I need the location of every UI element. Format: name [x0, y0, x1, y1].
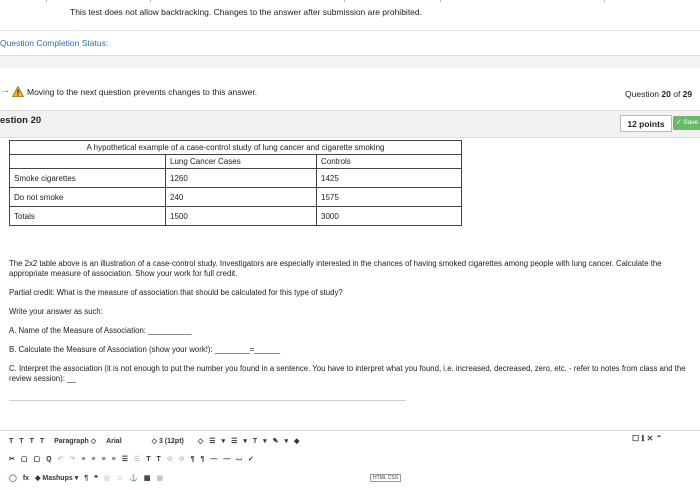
cut-icon[interactable]: ✂	[9, 456, 15, 463]
html-css-toggle[interactable]: HTML CSS	[370, 474, 401, 482]
insert-link-icon[interactable]: ⊘	[166, 456, 173, 463]
math-formula-icon[interactable]: fx	[22, 474, 30, 482]
paragraph-format-select[interactable]: Paragraph ◇	[54, 438, 97, 445]
bullet-list-dropdown-icon[interactable]: ▾	[221, 438, 226, 445]
remove-link-icon[interactable]: ⊘	[178, 456, 185, 463]
align-center-icon[interactable]: ≡	[91, 455, 96, 463]
table-cell: 1260	[166, 169, 317, 188]
question-header	[0, 110, 700, 138]
table-cell: Do not smoke	[10, 188, 166, 207]
nonbreaking-space-icon[interactable]: ⌴	[236, 455, 242, 462]
table-cell: 3000	[317, 207, 462, 226]
text-color-dropdown-icon[interactable]: ▾	[263, 438, 267, 445]
editor-toolbar-row-3	[9, 471, 169, 485]
warning-text: Moving to the next question prevents changes to this answer.	[27, 87, 258, 97]
next-arrow-icon: →	[0, 85, 10, 96]
paragraph-mark-icon[interactable]: ¶	[84, 474, 89, 482]
backtracking-notice: This test does not allow backtracking. Changes to the answer after submission are prohibited.	[70, 7, 422, 17]
table-header-cell: Controls	[317, 155, 462, 169]
copy-icon[interactable]: ▢	[20, 456, 28, 463]
text-color-icon[interactable]: T	[252, 437, 258, 445]
undo-icon[interactable]: ↶	[57, 456, 64, 463]
table-caption-row	[10, 141, 462, 155]
table-header-cell: Lung Cancer Cases	[166, 155, 317, 169]
save-answer-button[interactable]: ✓ Save	[673, 116, 700, 130]
indent-icon[interactable]: ☰	[121, 456, 128, 463]
paste-icon[interactable]: ▢	[33, 456, 41, 463]
table-cell: Totals	[10, 207, 166, 226]
underline-text-icon[interactable]: T	[29, 437, 34, 445]
table-row	[10, 169, 462, 188]
table-cell: 240	[166, 188, 317, 207]
insert-line-icon[interactable]: —	[223, 455, 231, 463]
table-header-row	[10, 155, 462, 169]
total-questions: 29	[682, 89, 693, 99]
numbered-list-icon[interactable]: ☰	[231, 438, 238, 445]
outdent-icon[interactable]: ☰	[133, 456, 141, 463]
question-counter: Question 20 of 29	[625, 89, 693, 99]
table-row	[10, 188, 462, 207]
highlight-dropdown-icon[interactable]: ▾	[284, 438, 289, 445]
table-caption: A hypothetical example of a case-control study of lung cancer and cigarette smoking	[10, 141, 462, 155]
current-question-number: 20	[661, 89, 671, 99]
table-cell: 1575	[317, 188, 462, 207]
rtl-paragraph-icon[interactable]: ¶	[200, 455, 205, 463]
top-tick-marks	[0, 0, 700, 2]
table-cell: 1500	[166, 207, 317, 226]
answer-separator	[9, 400, 406, 401]
table-cell: Smoke cigarettes	[10, 169, 166, 188]
bullet-list-icon[interactable]: ☰	[209, 438, 216, 445]
align-justify-icon[interactable]: ≡	[111, 455, 116, 463]
table-row	[10, 207, 462, 226]
insert-table-icon[interactable]: ▦	[143, 475, 151, 482]
emoticon-icon[interactable]: ☺	[116, 474, 124, 482]
align-left-icon[interactable]: ≡	[81, 455, 86, 463]
question-title: estion 20	[0, 115, 42, 126]
copyright-icon[interactable]: ◎	[103, 475, 110, 482]
part-b-text: B. Calculate the Measure of Association (show your work!): ________=______	[9, 345, 281, 354]
font-size-select[interactable]: ◇ 3 (12pt)	[151, 438, 184, 445]
font-family-select[interactable]: Arial	[106, 437, 122, 445]
numbered-list-dropdown-icon[interactable]: ▾	[243, 438, 247, 445]
answer-format-text: Write your answer as such:	[9, 307, 103, 316]
part-a-text: A. Name of the Measure of Association: __________	[9, 326, 192, 335]
part-c-text: C. Interpret the association (it is not enough to put the number you found in a sentence. You have to interpret what you found, i.e. increased, decreased, zero, etc. - refer to notes from class and the review session): __	[9, 364, 686, 383]
question-prompt: The 2x2 table above is an illustration of a case-control study. Investigators are especially interested in the chances of having smoked cigarettes among people with lung cancer. Calculate the appropriate measure of association. Show your work for full credit.	[9, 259, 662, 278]
section-divider	[0, 56, 700, 68]
ltr-paragraph-icon[interactable]: ¶	[190, 455, 195, 463]
italic-text-icon[interactable]: T	[19, 437, 24, 445]
editor-window-controls[interactable]: ☐ ℹ ✕ ⌃	[632, 434, 663, 443]
completion-status-label[interactable]: Question Completion Status:	[0, 38, 109, 48]
horizontal-line-icon[interactable]: —	[210, 455, 218, 463]
strikethrough-text-icon[interactable]: T	[39, 437, 45, 445]
find-icon[interactable]: Q	[46, 455, 52, 463]
anchor-icon[interactable]: ⚓	[129, 475, 138, 482]
editor-toolbar-row-1	[9, 434, 305, 448]
subscript-icon[interactable]: T	[156, 455, 161, 463]
table-options-icon[interactable]: ▦	[156, 475, 164, 482]
partial-credit-text: Partial credit: What is the measure of association that should be calculated for this type of study?	[9, 288, 343, 297]
align-right-icon[interactable]: ≡	[101, 455, 106, 463]
table-cell: 1425	[317, 169, 462, 188]
dropdown-chevron-icon[interactable]: ◇	[197, 438, 204, 445]
clear-formatting-icon[interactable]: ◆	[294, 438, 300, 445]
record-icon[interactable]: ◯	[9, 475, 17, 482]
spellcheck-icon[interactable]: ✓	[248, 456, 254, 463]
mashups-menu[interactable]: ◆ Mashups ▾	[35, 475, 79, 482]
points-badge: 12 points	[620, 115, 672, 132]
redo-icon[interactable]: ↷	[69, 456, 76, 463]
highlight-color-icon[interactable]: ✎	[272, 438, 279, 445]
bold-text-icon[interactable]: T	[9, 437, 14, 445]
warning-icon	[12, 86, 24, 97]
case-control-table	[9, 140, 462, 226]
quote-icon[interactable]: ❝	[94, 475, 98, 482]
editor-toolbar-row-2	[9, 452, 260, 466]
table-header-cell	[10, 155, 166, 169]
superscript-icon[interactable]: T	[146, 455, 151, 463]
